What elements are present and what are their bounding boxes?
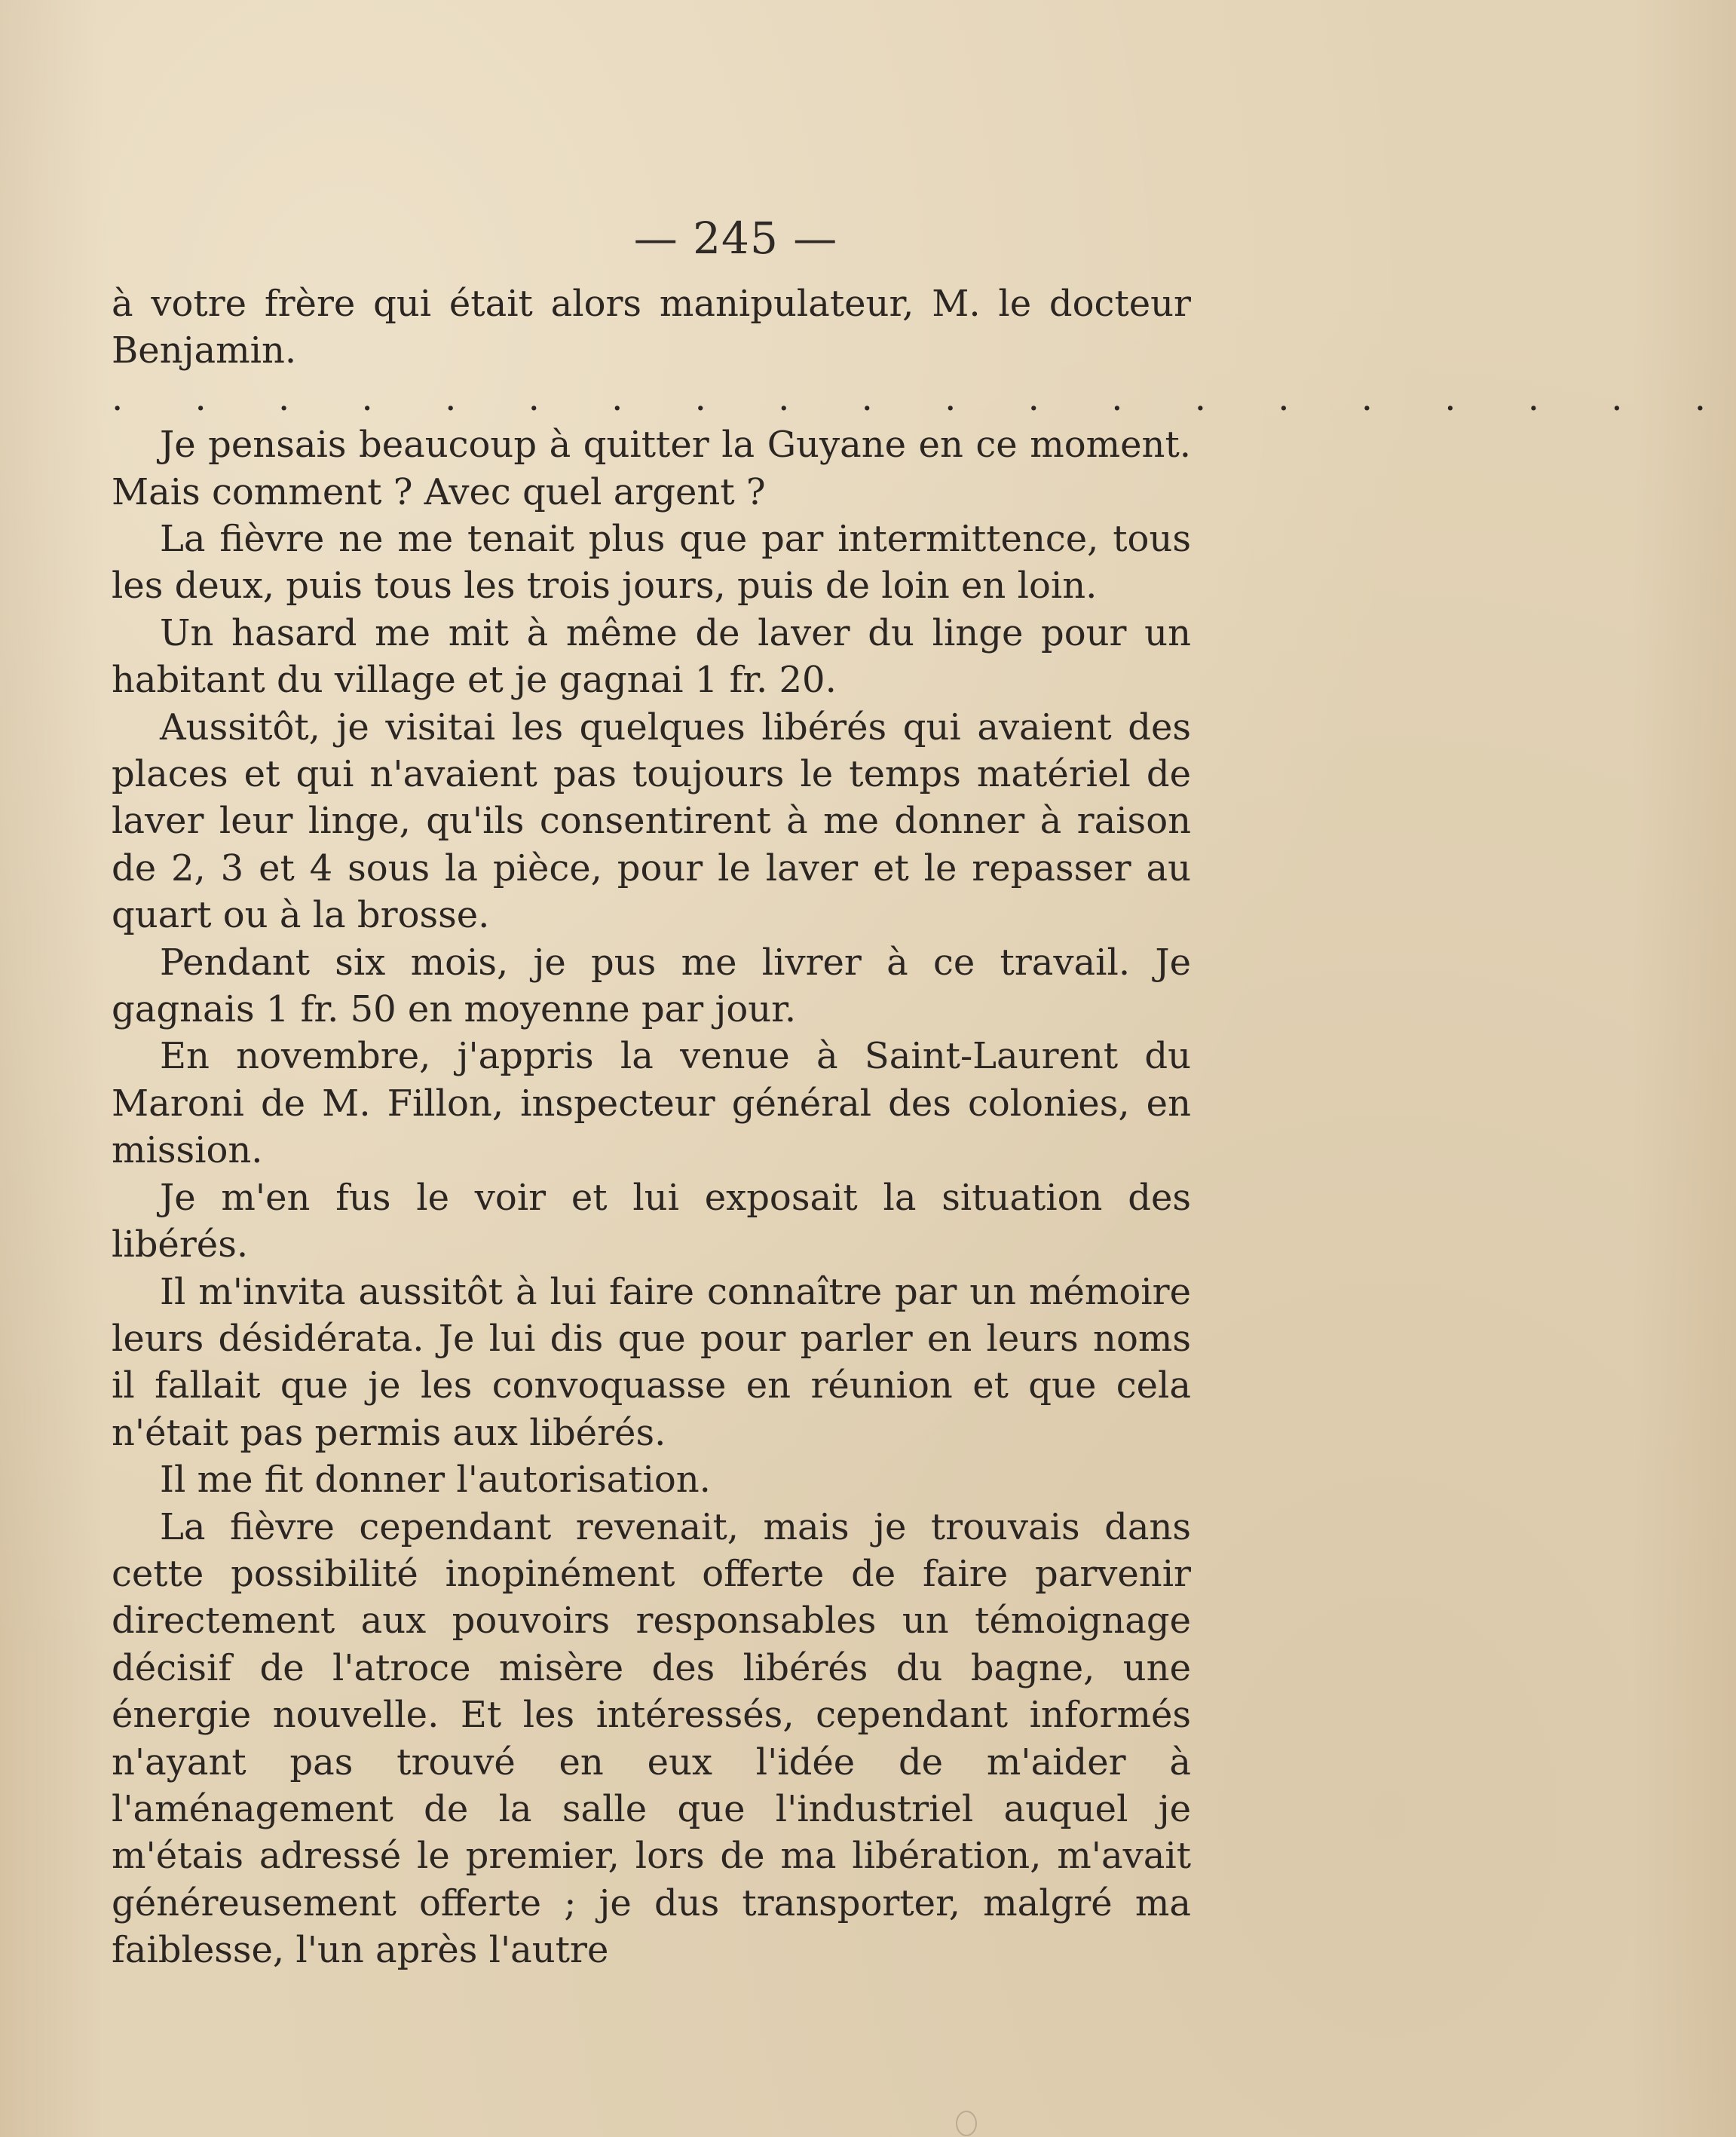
paragraph: Pendant six mois, je pus me livrer à ce travail. Je gagnais 1 fr. 50 en moyenne par jour. (112, 941, 1191, 1031)
paragraph: En novembre, j'appris la venue à Saint-Laurent du Maroni de M. Fillon, inspecteur général des colonies, en mission. (112, 1035, 1191, 1172)
paragraph: Je pensais beaucoup à quitter la Guyane en ce moment. Mais comment ? Avec quel argent ? (112, 424, 1191, 513)
body-text (112, 280, 1736, 1974)
paragraph: à votre frère qui était alors manipulateur, M. le docteur Benjamin. (112, 283, 1191, 372)
paragraph: Un hasard me mit à même de laver du linge pour un habitant du village et je gagnai 1 fr. 20. (112, 611, 1191, 702)
paragraph: Aussitôt, je visitai les quelques libérés qui avaient des places et qui n'avaient pas toujours le temps matériel de laver leur linge, qu'ils consentirent à me donner à raison de 2, 3 et 4 sous la pièce, pour le laver et le repasser au quart ou à la brosse. (112, 706, 1191, 937)
section-break-dots: . . . . . . . . . . . . . . . . . . . . (112, 376, 1736, 419)
page-number: — 245 — (633, 213, 838, 264)
paragraph: La fièvre ne me tenait plus que par intermittence, tous les deux, puis tous les trois jours, puis de loin en loin. (112, 518, 1191, 608)
paragraph: Il m'invita aussitôt à lui faire connaître par un mémoire leurs désidérata. Je lui dis que pour parler en leurs noms il fallait que je les convoquasse en réunion et que cela n'était pas permis aux libérés. (112, 1270, 1191, 1454)
paper-blemish (956, 2111, 977, 2136)
paragraph: Je m'en fus le voir et lui exposait la situation des libérés. (112, 1176, 1191, 1266)
paragraph: La fièvre cependant revenait, mais je trouvais dans cette possibilité inopinément offerte de faire parvenir directement aux pouvoirs responsables un témoignage décisif de l'atroce misère des libérés du bagne, une énergie nouvelle. Et les intéressés, cependant informés n'ayant pas trouvé en eux l'idée de m'aider à l'aménagement de la salle que l'industriel auquel je m'étais adressé le premier, lors de ma libération, m'avait généreusement offerte ; je dus transporter, malgré ma faiblesse, l'un après l'autre (112, 1505, 1191, 1972)
paragraph: Il me fit donner l'autorisation. (160, 1459, 711, 1502)
